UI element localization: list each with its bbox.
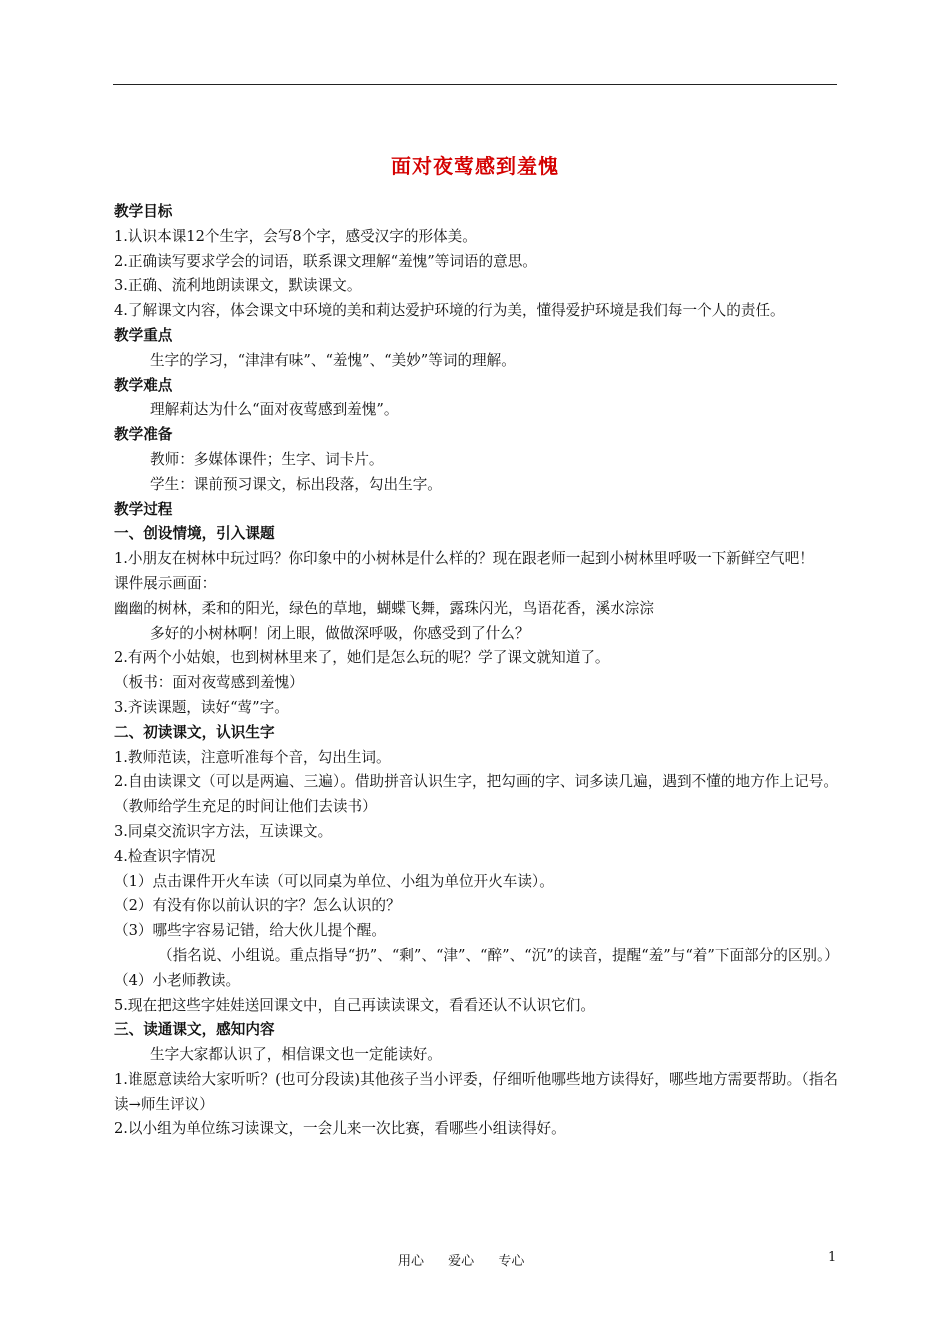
section-heading: 教学重点: [114, 326, 173, 344]
section-heading: 教学难点: [114, 376, 173, 394]
paragraph-line: （3）哪些字容易记错，给大伙儿提个醒。: [114, 922, 386, 940]
section-heading: 二、初读课文，认识生字: [114, 723, 275, 741]
footer-motto-item: 用心: [398, 1254, 425, 1269]
paragraph-line: 多好的小树林啊！闭上眼，做做深呼吸，你感受到了什么？: [150, 624, 530, 642]
paragraph-line: 生字大家都认识了，相信课文也一定能读好。: [150, 1046, 442, 1064]
paragraph-line: 理解莉达为什么“面对夜莺感到羞愧”。: [150, 401, 399, 419]
page-number: 1: [828, 1250, 837, 1265]
paragraph-line: 教师：多媒体课件；生字、词卡片。: [150, 450, 384, 468]
section-heading: 一、创设情境，引入课题: [114, 525, 275, 543]
footer-motto-item: 爱心: [448, 1254, 475, 1269]
paragraph-line: 3.同桌交流识字方法，互读课文。: [114, 822, 333, 840]
paragraph-line: 2.以小组为单位练习读课文，一会儿来一次比赛，看哪些小组读得好。: [114, 1120, 566, 1138]
footer-motto: [398, 1250, 544, 1269]
paragraph-line: 4.了解课文内容，体会课文中环境的美和莉达爱护环境的行为美，懂得爱护环境是我们每一个人的责任。: [114, 302, 785, 320]
paragraph-line: 1.认识本课12个生字，会写8个字，感受汉字的形体美。: [114, 227, 477, 245]
section-heading: 教学目标: [114, 203, 173, 220]
paragraph-line: 2.自由读课文（可以是两遍、三遍）。借助拼音认识生字，把勾画的字、词多读几遍，遇到不懂的地方作上记号。（教师给学生充足的时间让他们去读书）: [114, 773, 838, 816]
paragraph-line: 学生：课前预习课文，标出段落，勾出生字。: [150, 475, 442, 493]
paragraph-line: 4.检查识字情况: [114, 847, 216, 865]
document-body: [114, 200, 838, 1142]
paragraph-line: 1.谁愿意读给大家听听？(也可分段读)其他孩子当小评委，仔细听他哪些地方读得好，哪些地方需要帮助。（指名读→师生评议）: [114, 1070, 838, 1113]
section-heading: 三、读通课文，感知内容: [114, 1021, 275, 1039]
paragraph-line: 生字的学习，“津津有味”、“羞愧”、“美妙”等词的理解。: [150, 351, 516, 369]
paragraph-line: （指名说、小组说。重点指导“扔”、“剩”、“津”、“醉”、“沉”的读音，提醒“羞”与“着”下面部分的区别。）: [158, 946, 839, 964]
paragraph-line: 1.教师范读，注意听准每个音，勾出生词。: [114, 748, 391, 766]
paragraph-line: 课件展示画面：: [114, 574, 217, 592]
paragraph-line: （1）点击课件开火车读（可以同桌为单位、小组为单位开火车读）。: [114, 872, 554, 890]
paragraph-line: （4）小老师教读。: [114, 971, 241, 989]
document-title: 面对夜莺感到羞愧: [391, 154, 559, 178]
footer-motto-item: 专心: [498, 1254, 525, 1269]
section-heading: 教学准备: [114, 426, 173, 444]
header-rule: [113, 84, 837, 85]
paragraph-line: 2.有两个小姑娘，也到树林里来了，她们是怎么玩的呢？学了课文就知道了。: [114, 649, 610, 667]
paragraph-line: 5.现在把这些字娃娃送回课文中，自己再读读课文，看看还认不认识它们。: [114, 996, 595, 1014]
paragraph-line: 2.正确读写要求学会的词语，联系课文理解“羞愧”等词语的意思。: [114, 252, 537, 270]
paragraph-line: 1.小朋友在树林中玩过吗？你印象中的小树林是什么样的？现在跟老师一起到小树林里呼吸一下新鲜空气吧！: [114, 550, 814, 568]
paragraph-line: 3.齐读课题，读好“莺”字。: [114, 698, 289, 716]
paragraph-line: （板书：面对夜莺感到羞愧）: [114, 674, 304, 692]
paragraph-line: （2）有没有你以前认识的字？怎么认识的？: [114, 897, 401, 915]
paragraph-line: 幽幽的树林，柔和的阳光，绿色的草地，蝴蝶飞舞，露珠闪光，鸟语花香，溪水淙淙: [114, 599, 654, 617]
section-heading: 教学过程: [114, 500, 173, 518]
paragraph-line: 3.正确、流利地朗读课文，默读课文。: [114, 277, 362, 295]
